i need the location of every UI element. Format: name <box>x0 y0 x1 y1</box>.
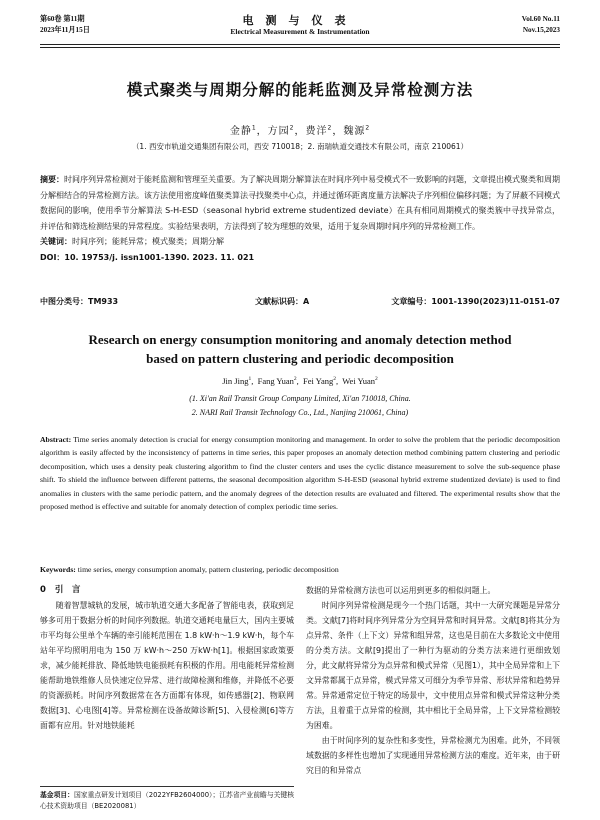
author-sup: 2 <box>365 124 371 132</box>
abstract-label-en: Abstract: <box>40 435 72 444</box>
author-name: 费洋 <box>305 126 328 137</box>
header-right <box>522 14 560 36</box>
keywords-label-en: Keywords: <box>40 565 76 574</box>
author-sup: 2 <box>333 376 336 383</box>
author-name: 魏源 <box>343 126 366 137</box>
author-sup: 1 <box>251 124 257 132</box>
keywords-en: time series, energy consumption anomaly, pattern clustering, periodic decomposition <box>77 565 339 574</box>
author-list-en: Jin Jing$^1$, Fang Yuan$^2$, Fei Yang$^2$, Wei Yuan$^2$ <box>222 376 378 386</box>
publish-date-en: Nov.15,2023 <box>522 26 560 34</box>
section-title: 引 言 <box>54 585 81 595</box>
abstract-label-cn: 摘要： <box>40 175 64 184</box>
keywords-cn: 时间序列；能耗异常；模式聚类；周期分解 <box>72 237 224 246</box>
running-header <box>40 14 560 48</box>
journal-name-en: Electrical Measurement & Instrumentation <box>230 27 370 36</box>
journal-name-cn: 电测与仪表 <box>242 14 358 27</box>
title-line-2: based on pattern clustering and periodic decomposition <box>146 351 454 366</box>
author-sup: 2 <box>327 124 333 132</box>
body-paragraph: 时间序列异常检测是现今一个热门话题，其中一大研究课题是异常分类。文献[7]将时间序列异常分为空间异常和时间异常。文献[8]将其分为点异常、条件（上下文）异常和组异常，这也是目前在大多数论文中使用的分类方法。文献[9]提出了一种行为驱动的分类方法来进行更细致划分，此文献将异常分为点异常和模式异常（见图1），其中全局异常和上下文异常都属于点异常，模式异常又可细分为季节异常、形状异常和趋势异常。异常通常定位于特定的场景中，文中使用点异常和模式异常这种分类方法，且着重于点异常的检测，其中相比于全局异常，上下文异常检测较为困难。 <box>306 601 560 730</box>
header-rule-thin <box>40 47 560 48</box>
document-code: 文献标识码：A <box>255 297 310 306</box>
author-list-cn: 金静$^1$，方园$^2$，费洋$^2$，魏源$^2$ <box>229 124 371 137</box>
section-heading <box>40 583 294 598</box>
funding-footnote <box>40 786 294 812</box>
author-name: Wei Yuan <box>342 376 375 386</box>
doi: DOI：10. 19753/j. issn1001-1390. 2023. 11. 021 <box>40 252 255 262</box>
volume-issue: 第60卷 第11期 <box>40 15 85 23</box>
author-name: Fei Yang <box>303 376 334 386</box>
section-number: 0 <box>40 585 46 595</box>
author-name: 金静 <box>229 126 252 137</box>
article-number: 文章编号：1001-1390(2023)11-0151-07 <box>391 297 560 306</box>
author-sup: 1 <box>248 376 252 383</box>
author-name: Jin Jing <box>222 376 249 386</box>
header-rule <box>40 44 560 45</box>
author-sup: 2 <box>289 124 295 132</box>
body-paragraph: 随着智慧城轨的发展，城市轨道交通大多配备了智能电表，获取到足够多可用于数据分析的时间序列数据。轨道交通耗电量巨大，国内主要城市平均每公里单个车辆的牵引能耗范围在 1.8 kW·h～1.9 kW·h，每个车站年平均照明用电为 150 万 kW·h～250 万kW·h[1]。根据国家政策要求，减少能耗排放、降低地铁电能损耗有积极的作用。用电能耗异常检测能帮助地铁维修人员快速定位异常、进行故障检测和维修，并降低不必要的资源损耗。时间序列数据常在各方面都有体现，如传感器[2]、物联网数据[3]、心电图[4]等。异常检测在设备故障诊断[5]、入侵检测[6]等方面都有应用。针对地铁能耗 <box>40 601 294 730</box>
affiliation-cn: （1. 西安市轨道交通集团有限公司，西安 710018；2. 南瑞轨道交通技术有限公司，南京 210061） <box>131 142 469 151</box>
clc-number: 中图分类号：TM933 <box>40 297 119 306</box>
affiliation-en-2: 2. NARI Rail Transit Technology Co., Ltd., Nanjing 210061, China) <box>191 408 409 417</box>
affiliation-en-1: (1. Xi'an Rail Transit Group Company Limited, Xi'an 710018, China. <box>189 394 411 403</box>
funding-label: 基金项目： <box>40 791 74 799</box>
author-sup: 2 <box>293 376 297 383</box>
abstract-text-en: Time series anomaly detection is crucial for energy consumption monitoring and management. In order to solve the problem that the periodic decomposition algorithm is easily affected by the inconsistency of patterns in time series, this paper proposes an anomaly detection method combining pattern clustering and periodic decomposition, which uses a density peak clustering algorithm to find the cluster centers and uses the cyclic distance measurement to solve the sub-sequence phase shift. To shield the influence between different patterns, the seasonal decomposition algorithm S-H-ESD (seasonal hybrid extreme studentized deviate) is used to find anomalies in clusters with the same periodic pattern, and the anomaly degrees of the detection results are evaluated and filtered. The experimental results show that the proposed method is effective and suitable for anomaly detection of complex periodic time series. <box>40 435 560 512</box>
paper-title-cn: 模式聚类与周期分解的能耗监测及异常检测方法 <box>126 81 474 99</box>
paper-title-en <box>40 330 560 368</box>
header-center <box>40 14 560 37</box>
abstract-cn <box>40 172 560 265</box>
author-name: Fang Yuan <box>257 376 294 386</box>
author-sup: 2 <box>374 376 378 383</box>
publish-date: 2023年11月15日 <box>40 26 90 34</box>
body-column-right <box>306 583 560 778</box>
keywords-label-cn: 关键词： <box>40 237 72 246</box>
body-column-left <box>40 583 294 733</box>
funding-text: 国家重点研发计划项目（2022YFB2604000）；江苏省产业前瞻与关键核心技术资助项目（BE2020081） <box>40 791 295 810</box>
title-line-1: Research on energy consumption monitoring and anomaly detection method <box>88 332 512 347</box>
author-name: 方园 <box>267 126 290 137</box>
body-paragraph: 由于时间序列的复杂性和多变性，异常检测尤为困难。此外，不同领域数据的多样性也增加了实现通用异常检测方法的难度。近年来，由于研究目的和异常点 <box>306 736 560 775</box>
abstract-en <box>40 433 560 513</box>
body-paragraph: 数据的异常检测方法也可以运用到更多的相似问题上。 <box>306 586 496 595</box>
abstract-text-cn: 时间序列异常检测对于能耗监测和管理至关重要。为了解决周期分解算法在时间序列中易受模式不一致影响的问题，文章提出模式聚类和周期分解相结合的异常检测方法。该方法使用密度峰值聚类算法寻找聚类中心点，并通过循环距离度量方法解决子序列相位偏移问题；为了屏蔽不同模式数据间的影响，使用季节分解算法 S-H-ESD（seasonal hybrid extreme studentized deviate）在具有相同周期模式的聚类簇中寻找异常点，并评估和筛选检测结果的异常程度。实验结果表明，方法得到了较为理想的效果，适用于复杂周期时间序列的异常检测工作。 <box>40 175 560 231</box>
keywords-en-row <box>40 565 560 574</box>
volume-issue-en: Vol.60 No.11 <box>521 15 560 23</box>
